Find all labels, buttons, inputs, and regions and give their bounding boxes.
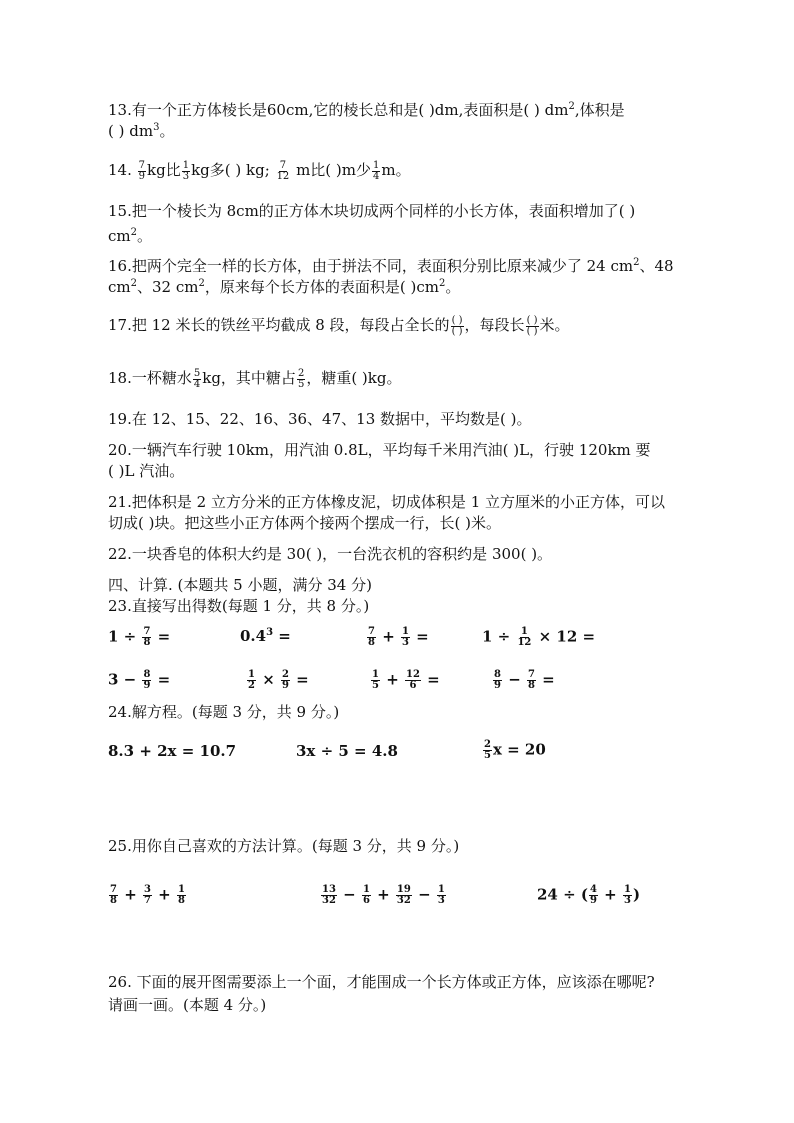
equation: 8.3 + 2x = 10.7 <box>108 742 237 760</box>
equation: $\frac{2}{5}$ x = 20 <box>484 739 546 761</box>
fraction: $\frac{5}{4}$ <box>193 367 201 390</box>
calc-item: 1 ÷ $\frac{7}{8}$ = <box>108 626 171 648</box>
calc-item: 1 ÷ $\frac{1}{12}$ × 12 = <box>482 626 596 648</box>
calc-item: $\frac{7}{8}$ + $\frac{3}{7}$ + $\frac{1}{8}$ <box>110 884 185 906</box>
calc-item: $\frac{7}{8}$ + $\frac{1}{3}$ = <box>368 626 429 648</box>
calc-item: $\frac{1}{2}$ × $\frac{2}{9}$ = <box>248 669 309 691</box>
question-15-line-1: 15.把一个棱长为 8cm的正方体木块切成两个同样的小长方体，表面积增加了( ) <box>108 202 636 220</box>
question-17: 17.把 12 米长的铁丝平均截成 8 段，每段占全长的 $\frac{( )}{( )}$ ，每段长 $\frac{( )}{( )}$ 米。 <box>108 314 570 337</box>
calc-item: $0.4^3$ = <box>240 627 291 645</box>
question-23-title: 23.直接写出得数(每题 1 分，共 8 分。) <box>108 597 370 615</box>
question-15-line-2: $cm^2$。 <box>108 227 153 245</box>
calc-item: $\frac{8}{9}$ − $\frac{7}{8}$ = <box>494 669 555 691</box>
question-25-title: 25.用你自己喜欢的方法计算。(每题 3 分，共 9 分。) <box>108 837 460 855</box>
question-20-line-1: 20.一辆汽车行驶 10km，用汽油 0.8L，平均每千米用汽油( )L，行驶 120km 要 <box>108 441 651 459</box>
fraction: $\frac{2}{5}$ <box>297 367 305 390</box>
fraction: $\frac{7}{9}$ <box>138 159 146 182</box>
question-16-line-2: $cm^2$、32 $cm^2$，原来每个长方体的表面积是( )$cm^2$。 <box>108 278 461 296</box>
question-21-line-1: 21.把体积是 2 立方分米的正方体橡皮泥，切成体积是 1 立方厘米的小正方体，可以 <box>108 493 666 511</box>
equation: 3x ÷ 5 = 4.8 <box>296 742 398 760</box>
fraction: $\frac{1}{3}$ <box>182 159 190 182</box>
calc-item: 24 ÷ ( $\frac{4}{9}$ + $\frac{1}{3}$ ) <box>537 884 641 906</box>
question-18: 18.一杯糖水 $\frac{5}{4}$ kg，其中糖占 $\frac{2}{5}$ ，糖重( )kg。 <box>108 367 402 390</box>
question-26-line-1: 26. 下面的展开图需要添上一个面，才能围成一个长方体或正方体，应该添在哪呢? <box>108 973 655 991</box>
question-13-line-2: ( ) $dm^3$。 <box>108 122 175 140</box>
question-20-line-2: ( )L 汽油。 <box>108 462 185 480</box>
section-heading: 四、计算. (本题共 5 小题，满分 34 分) <box>108 576 372 594</box>
calc-item: 3 − $\frac{8}{9}$ = <box>108 669 171 691</box>
question-14: 14. $\frac{7}{9}$ kg比 $\frac{1}{3}$ kg多( ) kg; $\frac{7}{12}$ m比( )m少 $\frac{1}{4}$ m。 <box>108 159 411 182</box>
fraction: $\frac{1}{4}$ <box>373 159 380 182</box>
question-22: 22.一块香皂的体积大约是 30( )，一台洗衣机的容积约是 300( )。 <box>108 545 553 563</box>
question-13-line-1: 13.有一个正方体棱长是60cm,它的棱长总和是( )dm,表面积是( ) $dm^2$,体积是 <box>108 101 625 119</box>
calc-item: $\frac{13}{32}$ − $\frac{1}{6}$ + $\frac{19}{32}$ − $\frac{1}{3}$ <box>322 884 445 906</box>
question-24-title: 24.解方程。(每题 3 分，共 9 分。) <box>108 703 340 721</box>
question-21-line-2: 切成( )块。把这些小正方体两个接两个摆成一行，长( )米。 <box>108 514 501 532</box>
blank-fraction: $\frac{( )}{( )}$ <box>526 314 538 337</box>
question-26-line-2: 请画一画。(本题 4 分。) <box>108 996 267 1014</box>
question-19: 19.在 12、15、22、16、36、47、13 数据中，平均数是( )。 <box>108 410 532 428</box>
fraction: $\frac{7}{12}$ <box>276 159 290 182</box>
blank-fraction: $\frac{( )}{( )}$ <box>451 314 463 337</box>
question-16-line-1: 16.把两个完全一样的长方体，由于拼法不同，表面积分别比原来减少了 24 $cm^2$、48 <box>108 257 674 275</box>
calc-item: $\frac{1}{5}$ + $\frac{12}{6}$ = <box>372 669 440 691</box>
